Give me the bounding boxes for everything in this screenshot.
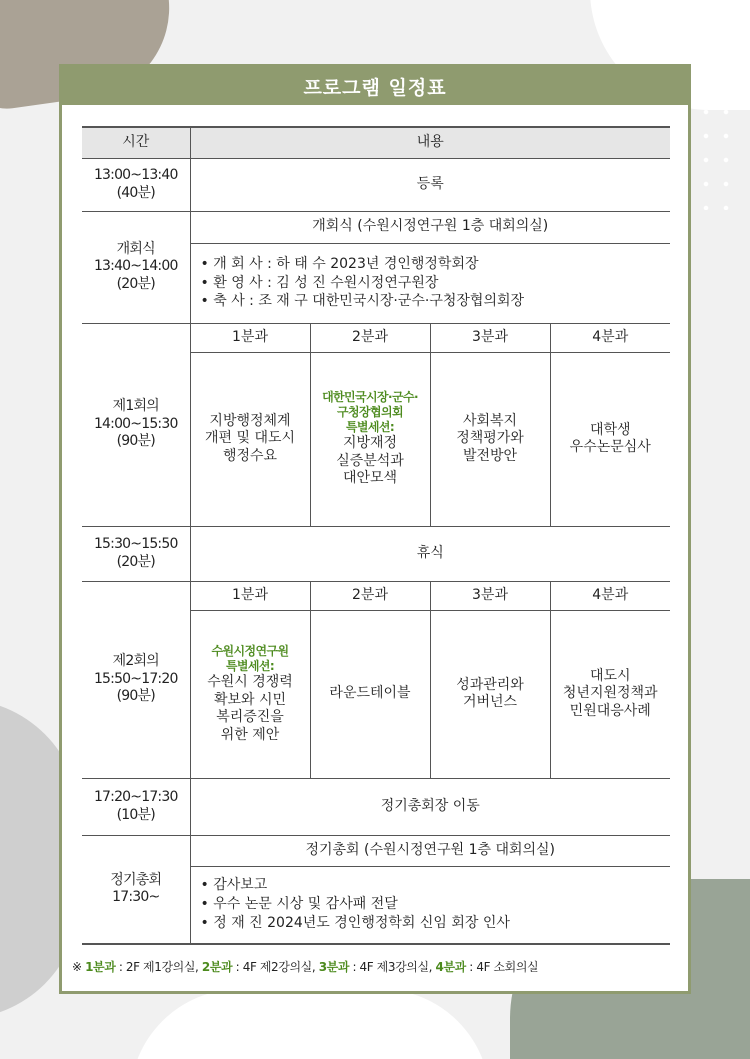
header-time: 시간: [82, 127, 190, 158]
break-content: 휴식: [190, 526, 670, 581]
session1-track-2: 2분과: [310, 323, 430, 352]
footnote-text-3: : 4F 제3강의실,: [349, 960, 436, 974]
session1-tracks-row: [82, 323, 670, 352]
list-item: • 우수 논문 시상 및 감사패 전달: [201, 895, 668, 914]
session2-track-4: 4분과: [550, 581, 670, 610]
list-item: • 환 영 사 : 김 성 진 수원시정연구원장: [201, 274, 668, 293]
footnote: [72, 958, 684, 975]
session1-track-1: 1분과: [190, 323, 310, 352]
footnote-text-1: : 2F 제1강의실,: [115, 960, 202, 974]
footnote-label-1: 1분과: [85, 960, 116, 974]
general-time: 정기총회 17:30~: [82, 835, 190, 944]
header-row: [82, 127, 670, 158]
session2-track-3: 3분과: [430, 581, 550, 610]
session1-topic-4: 대학생 우수논문심사: [550, 352, 670, 526]
footnote-text-4: : 4F 소회의실: [465, 960, 539, 974]
session2-track-1: 1분과: [190, 581, 310, 610]
opening-items: [190, 243, 670, 323]
move-time: 17:20~17:30 (10분): [82, 778, 190, 835]
footnote-text-2: : 4F 제2강의실,: [232, 960, 319, 974]
session1-topic-1: 지방행정체계 개편 및 대도시 행정수요: [190, 352, 310, 526]
session2-time: 제2회의 15:50~17:20 (90분): [82, 581, 190, 778]
general-heading-row: [82, 835, 670, 866]
session2-topic-2: 라운드테이블: [310, 610, 430, 778]
registration-time: 13:00~13:40 (40분): [82, 158, 190, 211]
footnote-label-2: 2분과: [201, 960, 233, 974]
decor-shape-bottom-middle: [130, 989, 490, 1059]
decor-dot-grid: [696, 100, 736, 210]
session1-topic-3: 사회복지 정책평가와 발전방안: [430, 352, 550, 526]
session1-track-3: 3분과: [430, 323, 550, 352]
move-row: [82, 778, 670, 835]
opening-time: 개회식 13:40~14:00 (20분): [82, 211, 190, 323]
schedule-table: [82, 126, 670, 945]
registration-row: [82, 158, 670, 211]
list-item: • 감사보고: [201, 876, 668, 895]
session1-track-4: 4분과: [550, 323, 670, 352]
opening-heading: 개회식 (수원시정연구원 1층 대회의실): [190, 211, 670, 243]
general-items: [190, 866, 670, 944]
session2-topic-1: 수원시정연구원 특별세션: 수원시 경쟁력 확보와 시민 복리증진을 위한 제안: [190, 610, 310, 778]
list-item: • 정 재 진 2024년도 경인행정학회 신임 회장 인사: [201, 914, 668, 933]
list-item: • 축 사 : 조 재 구 대한민국시장·군수·구청장협의회장: [201, 292, 668, 311]
footnote-label-4: 4분과: [435, 960, 466, 974]
opening-heading-row: [82, 211, 670, 243]
list-item: • 개 회 사 : 하 태 수 2023년 경인행정학회장: [201, 255, 668, 274]
session2-tracks-row: [82, 581, 670, 610]
move-content: 정기총회장 이동: [190, 778, 670, 835]
general-heading: 정기총회 (수원시정연구원 1층 대회의실): [190, 835, 670, 866]
header-content: 내용: [190, 127, 670, 158]
session1-time: 제1회의 14:00~15:30 (90분): [82, 323, 190, 526]
page-title: 프로그램 일정표: [62, 67, 688, 105]
break-row: [82, 526, 670, 581]
session2-track-2: 2분과: [310, 581, 430, 610]
break-time: 15:30~15:50 (20분): [82, 526, 190, 581]
session2-topic-4: 대도시 청년지원정책과 민원대응사례: [550, 610, 670, 778]
session1-topic-2: 대한민국시장·군수· 구청장협의회 특별세션: 지방재정 실증분석과 대안모색: [310, 352, 430, 526]
session2-topic-3: 성과관리와 거버넌스: [430, 610, 550, 778]
schedule-card: [59, 64, 691, 994]
footnote-mark: ※: [72, 960, 82, 974]
registration-content: 등록: [190, 158, 670, 211]
footnote-label-3: 3분과: [318, 960, 350, 974]
